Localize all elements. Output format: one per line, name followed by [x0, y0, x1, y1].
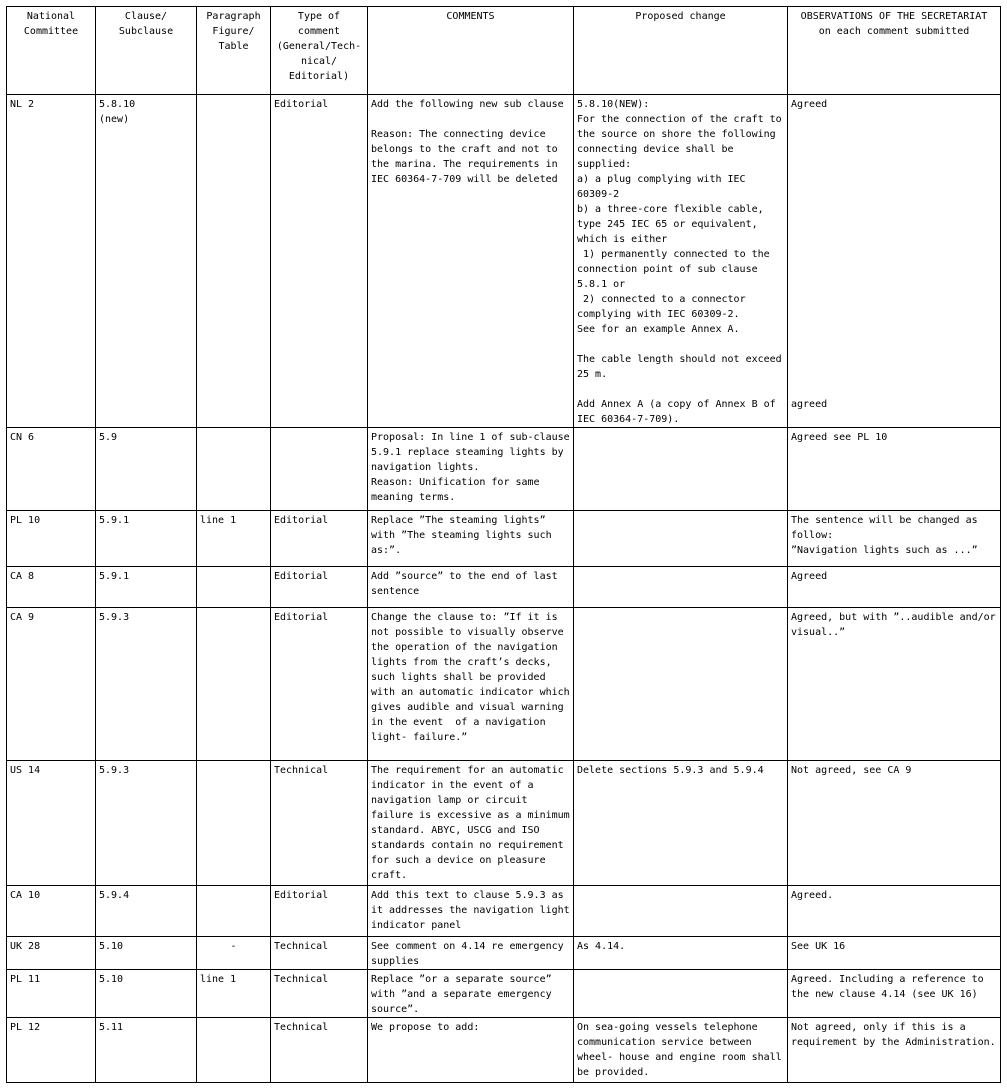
- clause-cell: 5.9: [96, 428, 197, 511]
- proposed-change-cell: [574, 886, 788, 937]
- header-row: [7, 7, 1001, 95]
- committee-cell: PL 10: [7, 511, 96, 567]
- table-row: [7, 428, 1001, 511]
- header-clause: Clause/ Subclause: [96, 7, 197, 95]
- committee-cell: CA 10: [7, 886, 96, 937]
- comment-cell: Replace ”The steaming lights” with ”The steaming lights such as:”.: [368, 511, 574, 567]
- observation-cell: [788, 95, 1001, 428]
- paragraph-cell: -: [197, 937, 271, 970]
- type-cell: Technical: [271, 937, 368, 970]
- header-national-committee: National Committee: [7, 7, 96, 95]
- committee-cell: CN 6: [7, 428, 96, 511]
- table-row: [7, 970, 1001, 1018]
- type-cell: Technical: [271, 1018, 368, 1083]
- clause-cell: 5.8.10 (new): [96, 95, 197, 428]
- clause-cell: 5.11: [96, 1018, 197, 1083]
- comment-cell: Add ”source” to the end of last sentence: [368, 567, 574, 608]
- observation-cell: Agreed.: [788, 886, 1001, 937]
- proposed-change-cell: [574, 567, 788, 608]
- proposed-change-cell: 5.8.10(NEW): For the connection of the craft to the source on shore the following connecting device shall be supplied: a) a plug complying with IEC 60309-2 b) a three-core flexible cable, type 245 IEC 65 or equivalent, which is either 1) permanently connected to the connection point of sub clause 5.8.1 or 2) connected to a connector complying with IEC 60309-2. See for an example Annex A. The cable length should not exceed 25 m. Add Annex A (a copy of Annex B of IEC 60364-7-709).: [574, 95, 788, 428]
- committee-cell: PL 12: [7, 1018, 96, 1083]
- observation-text-secondary: agreed: [791, 399, 828, 410]
- observation-cell: Not agreed, see CA 9: [788, 761, 1001, 886]
- comment-cell: Replace ”or a separate source” with ”and a separate emergency source”.: [368, 970, 574, 1018]
- observation-cell: See UK 16: [788, 937, 1001, 970]
- observation-cell: Not agreed, only if this is a requirement by the Administration.: [788, 1018, 1001, 1083]
- paragraph-cell: [197, 95, 271, 428]
- comment-cell: See comment on 4.14 re emergency supplies: [368, 937, 574, 970]
- header-observations: OBSERVATIONS OF THE SECRETARIAT on each comment submitted: [788, 7, 1001, 95]
- comments-table: [6, 6, 1001, 1083]
- table-row: [7, 567, 1001, 608]
- type-cell: Editorial: [271, 95, 368, 428]
- comment-cell: We propose to add:: [368, 1018, 574, 1083]
- committee-cell: NL 2: [7, 95, 96, 428]
- paragraph-cell: [197, 567, 271, 608]
- comment-cell: The requirement for an automatic indicator in the event of a navigation lamp or circuit failure is excessive as a minimum standard. ABYC, USCG and ISO standards contain no requirement for such a device on pleasure craft.: [368, 761, 574, 886]
- type-cell: Technical: [271, 970, 368, 1018]
- committee-cell: CA 9: [7, 608, 96, 761]
- table-row: [7, 886, 1001, 937]
- header-proposed-change: Proposed change: [574, 7, 788, 95]
- table-row: [7, 608, 1001, 761]
- clause-cell: 5.9.1: [96, 511, 197, 567]
- type-cell: Editorial: [271, 511, 368, 567]
- committee-cell: US 14: [7, 761, 96, 886]
- type-cell: Technical: [271, 761, 368, 886]
- observation-cell: Agreed see PL 10: [788, 428, 1001, 511]
- clause-cell: 5.9.4: [96, 886, 197, 937]
- paragraph-cell: line 1: [197, 511, 271, 567]
- table-row: [7, 1018, 1001, 1083]
- paragraph-cell: [197, 1018, 271, 1083]
- table-row: [7, 95, 1001, 428]
- table-row: [7, 511, 1001, 567]
- table-row: [7, 937, 1001, 970]
- observation-cell: Agreed, but with ”..audible and/or visual..”: [788, 608, 1001, 761]
- type-cell: Editorial: [271, 608, 368, 761]
- observation-cell: Agreed: [788, 567, 1001, 608]
- paragraph-cell: [197, 886, 271, 937]
- proposed-change-cell: On sea-going vessels telephone communication service between wheel- house and engine room shall be provided.: [574, 1018, 788, 1083]
- clause-cell: 5.10: [96, 970, 197, 1018]
- clause-cell: 5.9.1: [96, 567, 197, 608]
- clause-cell: 5.9.3: [96, 761, 197, 886]
- committee-cell: UK 28: [7, 937, 96, 970]
- comment-cell: Proposal: In line 1 of sub-clause 5.9.1 replace steaming lights by navigation lights. Reason: Unification for same meaning terms.: [368, 428, 574, 511]
- table-row: [7, 761, 1001, 886]
- header-comments: COMMENTS: [368, 7, 574, 95]
- header-paragraph: Paragraph Figure/ Table: [197, 7, 271, 95]
- observation-cell: The sentence will be changed as follow: ”Navigation lights such as ...”: [788, 511, 1001, 567]
- proposed-change-cell: [574, 970, 788, 1018]
- observation-cell: Agreed. Including a reference to the new clause 4.14 (see UK 16): [788, 970, 1001, 1018]
- paragraph-cell: [197, 428, 271, 511]
- proposed-change-cell: Delete sections 5.9.3 and 5.9.4: [574, 761, 788, 886]
- clause-cell: 5.9.3: [96, 608, 197, 761]
- proposed-change-cell: [574, 428, 788, 511]
- clause-cell: 5.10: [96, 937, 197, 970]
- paragraph-cell: [197, 608, 271, 761]
- comment-cell: Change the clause to: ”If it is not possible to visually observe the operation of the navigation lights from the craft’s decks, such lights shall be provided with an automatic indicator which gives audible and visual warning in the event of a navigation light- failure.”: [368, 608, 574, 761]
- proposed-change-cell: As 4.14.: [574, 937, 788, 970]
- observation-text: Agreed: [791, 99, 828, 110]
- type-cell: [271, 428, 368, 511]
- committee-cell: PL 11: [7, 970, 96, 1018]
- proposed-change-cell: [574, 511, 788, 567]
- comment-cell: Add this text to clause 5.9.3 as it addresses the navigation light indicator panel: [368, 886, 574, 937]
- proposed-change-cell: [574, 608, 788, 761]
- paragraph-cell: [197, 761, 271, 886]
- type-cell: Editorial: [271, 886, 368, 937]
- type-cell: Editorial: [271, 567, 368, 608]
- header-type-of-comment: Type of comment (General/Tech- nical/ Editorial): [271, 7, 368, 95]
- comment-cell: Add the following new sub clause Reason: The connecting device belongs to the craft and not to the marina. The requirements in IEC 60364-7-709 will be deleted: [368, 95, 574, 428]
- paragraph-cell: line 1: [197, 970, 271, 1018]
- committee-cell: CA 8: [7, 567, 96, 608]
